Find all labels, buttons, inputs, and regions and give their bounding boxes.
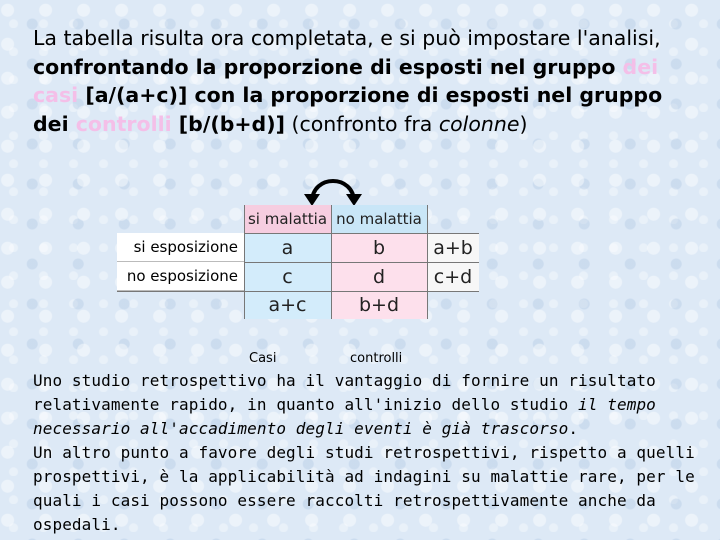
header-si-malattia: si malattia — [244, 205, 331, 233]
caption-cases: Casi — [249, 351, 277, 366]
grid-line-h1 — [244, 233, 479, 234]
caption-controls: controlli — [350, 351, 403, 366]
cell-b: b — [372, 236, 386, 259]
paragraph-rare-diseases: Un altro punto a favore degli studi retrospettivi, rispetto a quelli prospettivi, è la applicabilità ad indagini su malattie rare, per le quali i casi possono essere raccolti retrospettivamente anche da ospedali. — [33, 443, 695, 534]
highlight-controls: controlli — [75, 111, 172, 136]
row-total-a-plus-b: a+b — [433, 236, 473, 259]
intro-italic: colonne — [438, 111, 520, 136]
header-no-malattia: no malattia — [331, 205, 427, 233]
paragraph-1-part-1: Uno studio retrospettivo ha il vantaggio di fornire un risultato relativamente rapido, in quanto all'inizio dello studio — [33, 371, 656, 414]
row-total-c-plus-d: c+d — [433, 265, 473, 288]
curved-double-arrow-icon — [298, 168, 368, 208]
contingency-table — [117, 205, 479, 319]
cell-c: c — [282, 265, 293, 288]
paragraph-1-italic: il tempo necessario all'accadimento degli eventi è già trascorso — [33, 395, 656, 438]
highlight-cases: dei casi — [33, 54, 659, 107]
cell-d: d — [372, 265, 386, 288]
intro-text — [33, 24, 703, 138]
row-label-no-esposizione: no esposizione — [117, 262, 244, 291]
grid-line-h3 — [117, 291, 479, 292]
col-total-a-plus-c: a+c — [268, 294, 307, 316]
intro-part-3: ) — [519, 111, 528, 136]
intro-part-1: La tabella risulta ora completata, e si può impostare l'analisi, — [33, 26, 661, 50]
paragraph-1-part-3: . — [568, 419, 579, 438]
intro-bold-2: [a/(a+c)] con la proporzione di esposti nel gruppo dei — [33, 83, 663, 136]
row-label-si-esposizione: si esposizione — [117, 233, 244, 262]
cell-a: a — [281, 236, 294, 259]
grid-line-h2 — [244, 262, 479, 263]
intro-bold-1: confrontando la proporzione di esposti nel gruppo — [33, 54, 623, 79]
intro-bold-3: [b/(b+d)] — [171, 111, 285, 136]
col-total-b-plus-d: b+d — [358, 294, 400, 316]
intro-part-2: (confronto fra — [284, 111, 439, 136]
paragraph-retrospective — [33, 369, 703, 441]
